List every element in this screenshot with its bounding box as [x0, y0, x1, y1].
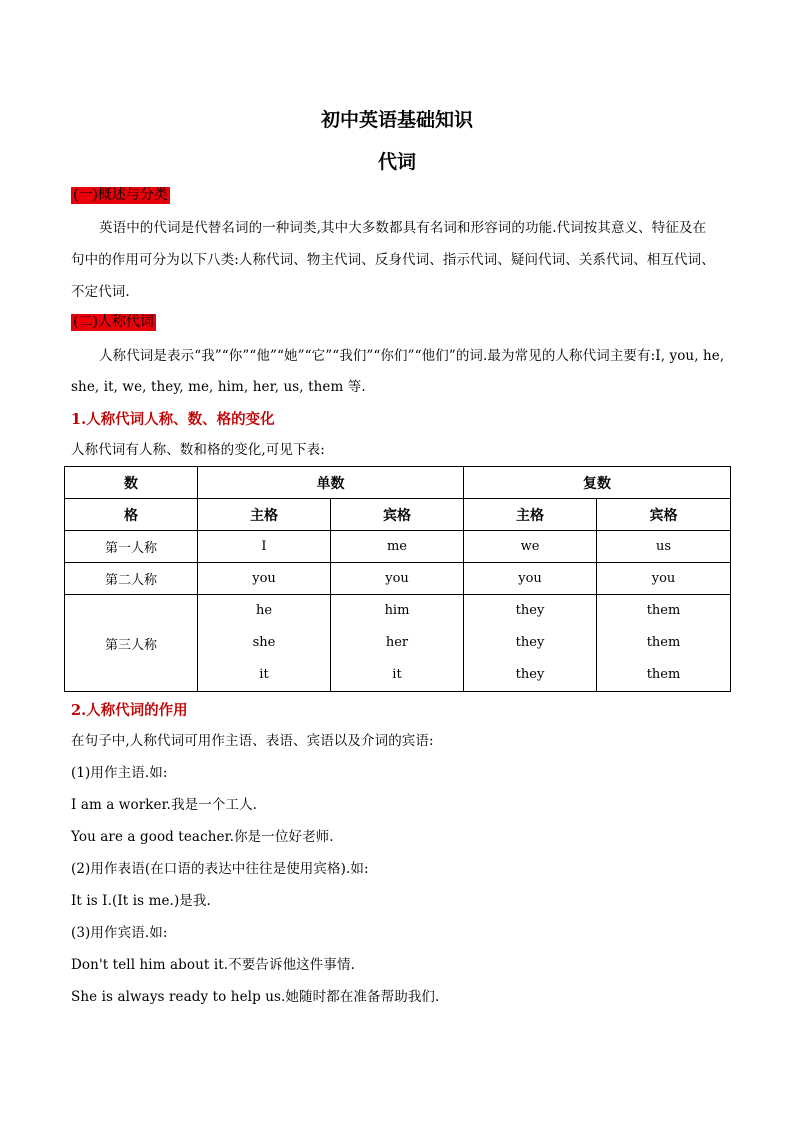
- page-subtitle: 代词: [377, 151, 416, 173]
- cell-second-plural-objective: you: [597, 563, 731, 595]
- cell-value: them: [646, 635, 681, 650]
- page-title: 初中英语基础知识: [320, 109, 473, 131]
- usage-line-8: Don't tell him about it.不要告诉他这件事情.: [71, 957, 355, 973]
- header-plural: 复数: [464, 467, 731, 499]
- cell-value: it: [392, 667, 402, 682]
- cell-value: he: [255, 603, 273, 618]
- table-row-first-person: [65, 531, 731, 563]
- cell-value: them: [646, 603, 681, 618]
- sub-heading-2: 2.人称代词的作用: [71, 702, 188, 719]
- pronoun-table: [64, 466, 731, 692]
- cell-first-plural-subjective: we: [464, 531, 597, 563]
- header-subjective-singular: 主格: [198, 499, 331, 531]
- header-number: 数: [65, 467, 198, 499]
- cell-second-singular-subjective: you: [198, 563, 331, 595]
- cell-value: it: [259, 667, 269, 682]
- cell-third-plural-objective: [597, 595, 731, 692]
- section-tag-overview: (一)概述与分类: [73, 187, 168, 203]
- row-label-third-person: 第三人称: [65, 595, 198, 692]
- cell-value: they: [515, 603, 545, 618]
- usage-line-2: (1)用作主语.如:: [71, 765, 168, 781]
- usage-line-6: It is I.(It is me.)是我.: [71, 893, 211, 909]
- usage-line-3: I am a worker.我是一个工人.: [71, 797, 258, 813]
- usage-line-5: (2)用作表语(在口语的表达中往往是使用宾格).如:: [71, 861, 369, 877]
- row-label-first-person: 第一人称: [65, 531, 198, 563]
- table-header-row-case: [65, 499, 731, 531]
- usage-line-9: She is always ready to help us.她随时都在准备帮助我们.: [71, 989, 440, 1005]
- cell-value: them: [646, 667, 681, 682]
- header-objective-singular: 宾格: [331, 499, 464, 531]
- cell-second-singular-objective: you: [331, 563, 464, 595]
- section2-line-1: 人称代词是表示“我”“你”“他”“她”“它”“我们”“你们”“他们”的词.最为常见的人称代词主要有:I, you, he,: [99, 348, 725, 364]
- cell-third-singular-objective: [331, 595, 464, 692]
- cell-value: they: [515, 667, 545, 682]
- table-row-third-person: [65, 595, 731, 692]
- cell-first-singular-objective: me: [331, 531, 464, 563]
- cell-third-singular-subjective: [198, 595, 331, 692]
- table-row-second-person: [65, 563, 731, 595]
- table-header-row-number: [65, 467, 731, 499]
- usage-line-7: (3)用作宾语.如:: [71, 925, 168, 941]
- sub-heading-1: 1.人称代词人称、数、格的变化: [71, 411, 275, 428]
- cell-value: her: [385, 635, 409, 650]
- cell-value: him: [384, 603, 410, 618]
- header-case: 格: [65, 499, 198, 531]
- row-label-second-person: 第二人称: [65, 563, 198, 595]
- section-tag-personal-pronouns: (二)人称代词: [73, 314, 154, 330]
- cell-first-singular-subjective: I: [198, 531, 331, 563]
- usage-line-4: You are a good teacher.你是一位好老师.: [71, 829, 334, 845]
- cell-value: they: [515, 635, 545, 650]
- section1-line-1: 英语中的代词是代替名词的一种词类,其中大多数都具有名词和形容词的功能.代词按其意义、特征及在: [99, 220, 707, 236]
- section1-line-3: 不定代词.: [71, 284, 130, 300]
- usage-line-1: 在句子中,人称代词可用作主语、表语、宾语以及介词的宾语:: [71, 733, 434, 749]
- header-singular: 单数: [198, 467, 464, 499]
- cell-first-plural-objective: us: [597, 531, 731, 563]
- section2-line-2: she, it, we, they, me, him, her, us, them 等.: [71, 379, 366, 395]
- cell-third-plural-subjective: [464, 595, 597, 692]
- header-objective-plural: 宾格: [597, 499, 731, 531]
- header-subjective-plural: 主格: [464, 499, 597, 531]
- cell-value: she: [252, 635, 276, 650]
- cell-second-plural-subjective: you: [464, 563, 597, 595]
- table-intro: 人称代词有人称、数和格的变化,可见下表:: [71, 442, 325, 458]
- section1-line-2: 句中的作用可分为以下八类:人称代词、物主代词、反身代词、指示代词、疑问代词、关系代词、相互代词、: [71, 252, 715, 268]
